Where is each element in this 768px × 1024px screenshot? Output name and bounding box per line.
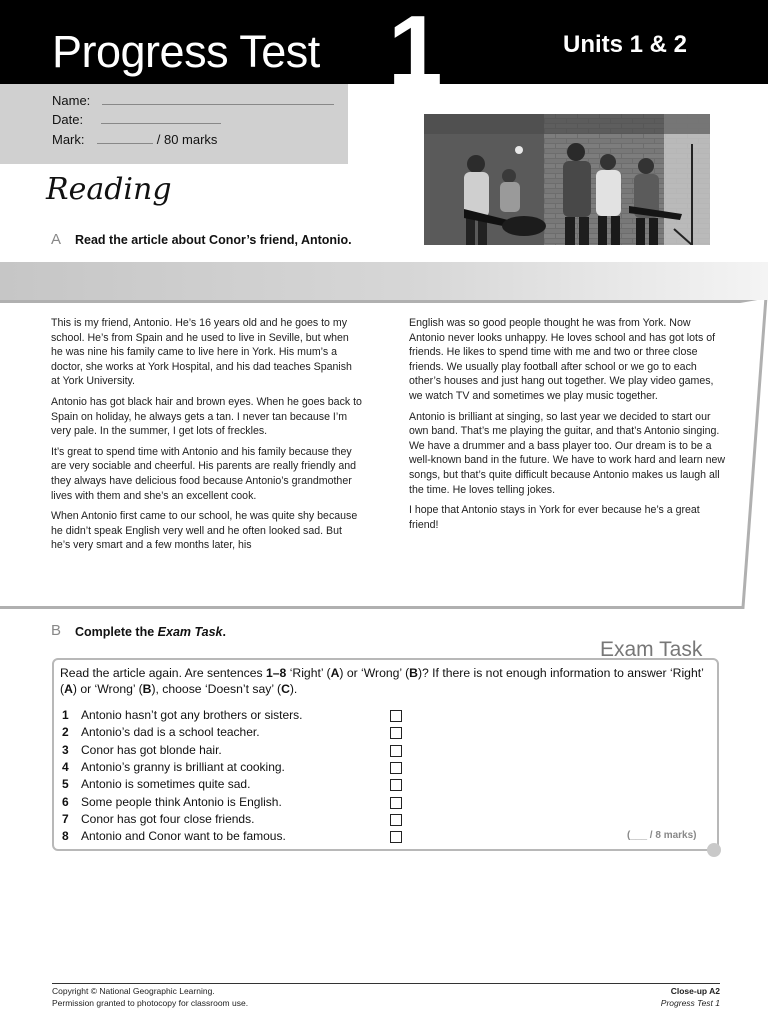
instr-text: ). <box>289 682 298 696</box>
instr-option: A <box>64 682 73 696</box>
footer-divider <box>52 983 720 984</box>
instr-option: B <box>142 682 152 696</box>
question-text: Antonio’s dad is a school teacher. <box>81 725 260 739</box>
instr-option: B <box>409 666 418 680</box>
question-text: Conor has got blonde hair. <box>81 743 222 757</box>
section-b-instruction <box>75 625 226 639</box>
section-b-text-end: . <box>222 625 226 639</box>
question-number: 3 <box>62 743 69 757</box>
mark-row <box>52 132 217 147</box>
section-b-letter: B <box>51 622 62 639</box>
permission-line: Permission granted to photocopy for classroom use. <box>52 998 249 1008</box>
question-number: 6 <box>62 795 69 809</box>
answer-checkbox-2[interactable] <box>390 727 402 739</box>
article-column-right <box>409 316 727 538</box>
answer-checkbox-5[interactable] <box>390 779 402 791</box>
article-paragraph: It’s great to spend time with Antonio and his family because they are very sociable and cheerful. His parents are really friendly and they always have delicious food because Antonio’s grandmother lives with them and she’s an excellent cook. <box>51 445 357 502</box>
question-number: 8 <box>62 829 69 843</box>
answer-checkbox-4[interactable] <box>390 762 402 774</box>
mark-field[interactable] <box>97 132 153 144</box>
instr-text: ), choose ‘Doesn’t say’ ( <box>151 682 282 696</box>
name-row <box>52 93 334 108</box>
answer-checkbox-7[interactable] <box>390 814 402 826</box>
answer-checkbox-8[interactable] <box>390 831 402 843</box>
question-text: Some people think Antonio is English. <box>81 795 282 809</box>
exam-task-label: Exam Task <box>600 638 703 661</box>
test-name: Progress Test 1 <box>660 998 720 1008</box>
question-text: Antonio hasn’t got any brothers or sisters. <box>81 708 303 722</box>
units-label: Units 1 & 2 <box>563 31 688 58</box>
answer-checkbox-1[interactable] <box>390 710 402 722</box>
decorative-band <box>0 262 768 300</box>
student-info-box <box>0 84 348 164</box>
article-paragraph: Antonio has got black hair and brown eyes. When he goes back to Spain on holiday, he always gets a tan. I never tan because I’m very pale. In the summer, I get lots of freckles. <box>51 395 362 438</box>
course-name: Close-up A2 <box>670 986 720 996</box>
answer-checkbox-3[interactable] <box>390 745 402 757</box>
instr-range: 1–8 <box>265 666 287 680</box>
date-label: Date: <box>52 112 84 127</box>
question-text: Conor has got four close friends. <box>81 812 255 826</box>
question-text: Antonio and Conor want to be famous. <box>81 829 286 843</box>
footer-copyright <box>52 985 248 1009</box>
mark-label: Mark: <box>52 132 85 147</box>
copyright-line: Copyright © National Geographic Learning. <box>52 986 215 996</box>
section-a-instruction: Read the article about Conor’s friend, Antonio. <box>75 233 352 247</box>
instr-text: )? If there is not enough information to answer ‘Right’ ( <box>60 666 704 696</box>
article-paragraph: Antonio is brilliant at singing, so last year we decided to start our own band. That’s me playing the guitar, and that’s Antonio singing. We have a drummer and a bass player too. Our dream is to be a well-known band in the future. We have to work hard and learn new songs, but that’s quite difficult because Antonio makes us laugh all the time. He loves telling jokes. <box>409 410 726 496</box>
question-number: 7 <box>62 812 69 826</box>
instr-option: A <box>330 666 340 680</box>
question-number: 1 <box>62 708 69 722</box>
section-b-text: Complete the <box>75 625 158 639</box>
instr-text: Read the article again. Are sentences <box>60 666 266 680</box>
instr-text: ) or ‘Wrong’ ( <box>339 666 410 680</box>
instr-option: C <box>281 682 290 696</box>
article-column-left <box>51 316 363 559</box>
decorative-dot <box>707 843 721 857</box>
exam-instructions <box>60 665 720 697</box>
question-text: Antonio is sometimes quite sad. <box>81 777 251 791</box>
page-title: Progress Test <box>52 26 320 77</box>
reading-heading: Reading <box>46 172 172 207</box>
question-number: 5 <box>62 777 69 791</box>
instr-text: ‘Right’ ( <box>286 666 331 680</box>
footer-course <box>661 985 720 1009</box>
name-field[interactable] <box>102 93 334 105</box>
article-paragraph: English was so good people thought he was from York. Now Antonio never looks unhappy. He loves school and has got lots of friends. He likes to spend time with me and two or three close friends. We usually play football after school or we go to each other’s houses and just hang out together. We play video games, we watch TV and sometimes we play music together. <box>409 317 716 402</box>
exam-marks: (___ / 8 marks) <box>627 830 697 841</box>
mark-suffix: / 80 marks <box>156 132 218 147</box>
question-number: 2 <box>62 725 69 739</box>
date-row <box>52 112 221 127</box>
name-label: Name: <box>52 93 91 108</box>
instr-text: ) or ‘Wrong’ ( <box>72 682 143 696</box>
article-paragraph: When Antonio first came to our school, he was quite shy because he didn’t speak English very well and he often looked sad. But he’s very smart and a few months later, his <box>51 510 358 552</box>
section-a-letter: A <box>51 231 62 248</box>
answer-checkbox-6[interactable] <box>390 797 402 809</box>
question-number: 4 <box>62 760 69 774</box>
article-paragraph: I hope that Antonio stays in York for ever because he’s a great friend! <box>409 504 700 531</box>
date-field[interactable] <box>101 112 221 124</box>
band-photo <box>424 114 710 245</box>
test-number: 1 <box>388 0 443 105</box>
question-text: Antonio’s granny is brilliant at cooking. <box>81 760 285 774</box>
article-paragraph: This is my friend, Antonio. He’s 16 years old and he goes to my school. He’s from Spain and he used to live in Seville, but when he was nine his family came to live here in York. His mum’s a doctor, she works at York Hospital, and his dad teaches Spanish at York University. <box>51 317 352 388</box>
section-b-emphasis: Exam Task <box>157 625 223 639</box>
